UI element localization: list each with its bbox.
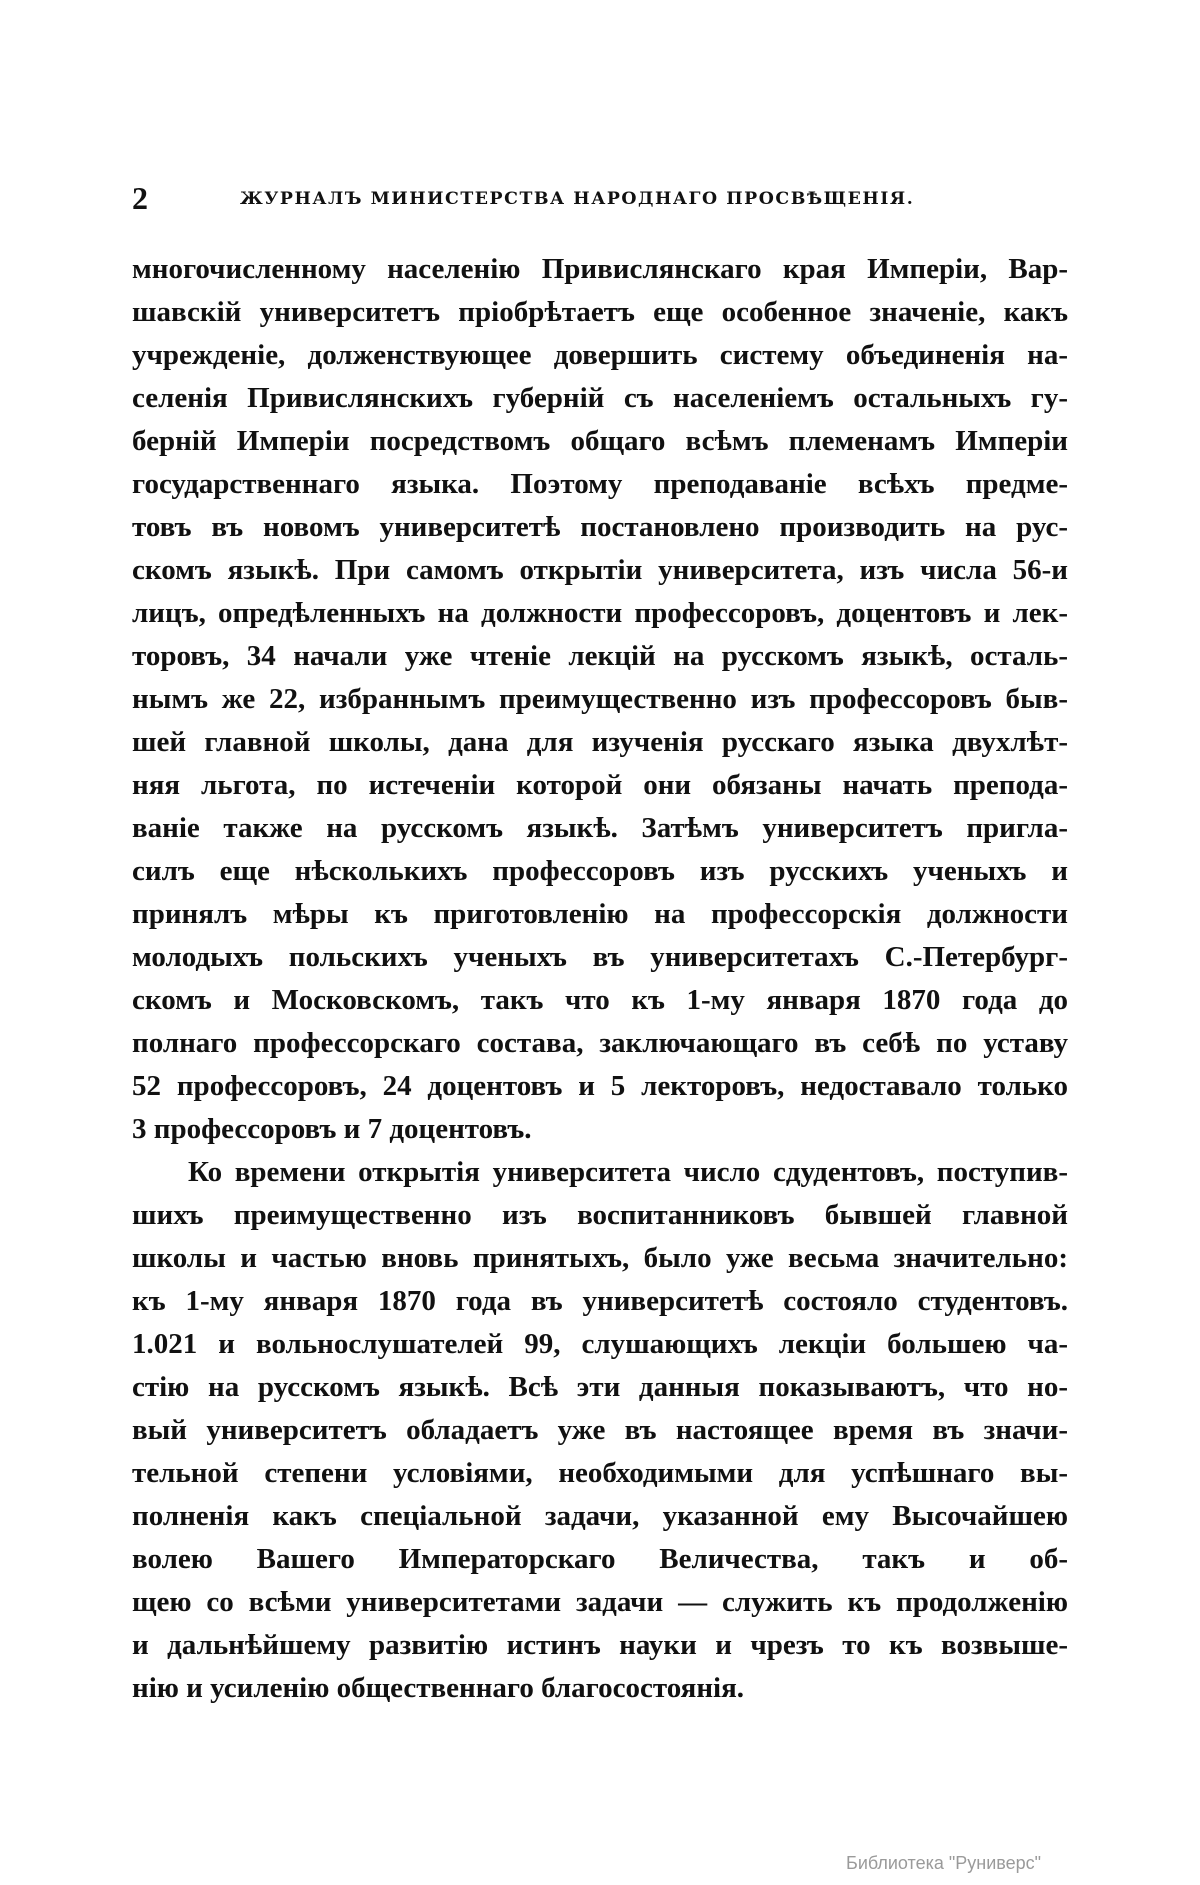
text-line: полнаго профессорскаго состава, заключающаго въ себѣ по уставу: [132, 1027, 1068, 1059]
library-watermark: Библиотека "Руниверс": [846, 1853, 1042, 1873]
text-line: 1.021 и вольнослушателей 99, слушающихъ лекціи большею ча-: [132, 1328, 1068, 1360]
text-line: Ко времени открытія университета число сдудентовъ, поступив-: [188, 1156, 1068, 1188]
text-line: школы и частью вновь принятыхъ, было уже весьма значительно:: [132, 1242, 1068, 1274]
text-line: стію на русскомъ языкѣ. Всѣ эти данныя показываютъ, что но-: [132, 1371, 1068, 1403]
text-line: тельной степени условіями, необходимыми для успѣшнаго вы-: [132, 1457, 1068, 1489]
text-line: молодыхъ польскихъ ученыхъ въ университетахъ С.-Петербург-: [132, 941, 1068, 973]
text-line: и дальнѣйшему развитію истинъ науки и чрезъ то къ возвыше-: [132, 1629, 1068, 1661]
text-line: няя льгота, по истеченіи которой они обязаны начать препода-: [132, 769, 1068, 801]
text-line: многочисленному населенію Привислянскаго края Имперіи, Вар-: [132, 253, 1068, 285]
text-line: государственнаго языка. Поэтому преподаваніе всѣхъ предме-: [132, 468, 1068, 500]
text-line: шей главной школы, дана для изученія русскаго языка двухлѣт-: [132, 726, 1068, 758]
text-line: къ 1-му января 1870 года въ университетѣ состояло студентовъ.: [132, 1285, 1068, 1317]
text-line: шавскій университетъ пріобрѣтаетъ еще особенное значеніе, какъ: [132, 296, 1068, 328]
text-line: учрежденіе, долженствующее довершить систему объединенія на-: [132, 339, 1068, 371]
text-line: скомъ языкѣ. При самомъ открытіи университета, изъ числа 56-и: [132, 554, 1068, 586]
text-line: 52 профессоровъ, 24 доцентовъ и 5 лекторовъ, недоставало только: [132, 1070, 1068, 1102]
text-line: шихъ преимущественно изъ воспитанниковъ бывшей главной: [132, 1199, 1068, 1231]
text-line: принялъ мѣры къ приготовленію на профессорскія должности: [132, 898, 1068, 930]
text-line: волею Вашего Императорскаго Величества, такъ и об-: [132, 1543, 1068, 1575]
text-line: силъ еще нѣсколькихъ профессоровъ изъ русскихъ ученыхъ и: [132, 855, 1068, 887]
page-number: 2: [132, 180, 148, 216]
text-line: торовъ, 34 начали уже чтеніе лекцій на русскомъ языкѣ, осталь-: [132, 640, 1068, 672]
running-header: [130, 180, 1066, 220]
text-line: вый университетъ обладаетъ уже въ настоящее время въ значи-: [132, 1414, 1068, 1446]
text-line: товъ въ новомъ университетѣ постановлено производить на рус-: [132, 511, 1068, 543]
text-line: берній Имперіи посредствомъ общаго всѣмъ племенамъ Имперіи: [132, 425, 1068, 457]
text-line: скомъ и Московскомъ, такъ что къ 1-му января 1870 года до: [132, 984, 1068, 1016]
body-text: [132, 248, 1068, 1710]
text-line: 3 профессоровъ и 7 доцентовъ.: [132, 1113, 532, 1145]
text-line: щею со всѣми университетами задачи — служить къ продолженію: [132, 1586, 1068, 1618]
text-line: селенія Привислянскихъ губерній съ населеніемъ остальныхъ гу-: [132, 382, 1068, 414]
text-line: полненія какъ спеціальной задачи, указанной ему Высочайшею: [132, 1500, 1068, 1532]
text-line: лицъ, опредѣленныхъ на должности профессоровъ, доцентовъ и лек-: [132, 597, 1068, 629]
text-line: нію и усиленію общественнаго благосостоянія.: [132, 1672, 745, 1704]
text-line: ваніе также на русскомъ языкѣ. Затѣмъ университетъ пригла-: [132, 812, 1068, 844]
text-line: нымъ же 22, избраннымъ преимущественно изъ профессоровъ быв-: [132, 683, 1068, 715]
running-title: ЖУРНАЛЪ МИНИСТЕРСТВА НАРОДНАГО ПРОСВѢЩЕНІЯ.: [240, 189, 915, 209]
